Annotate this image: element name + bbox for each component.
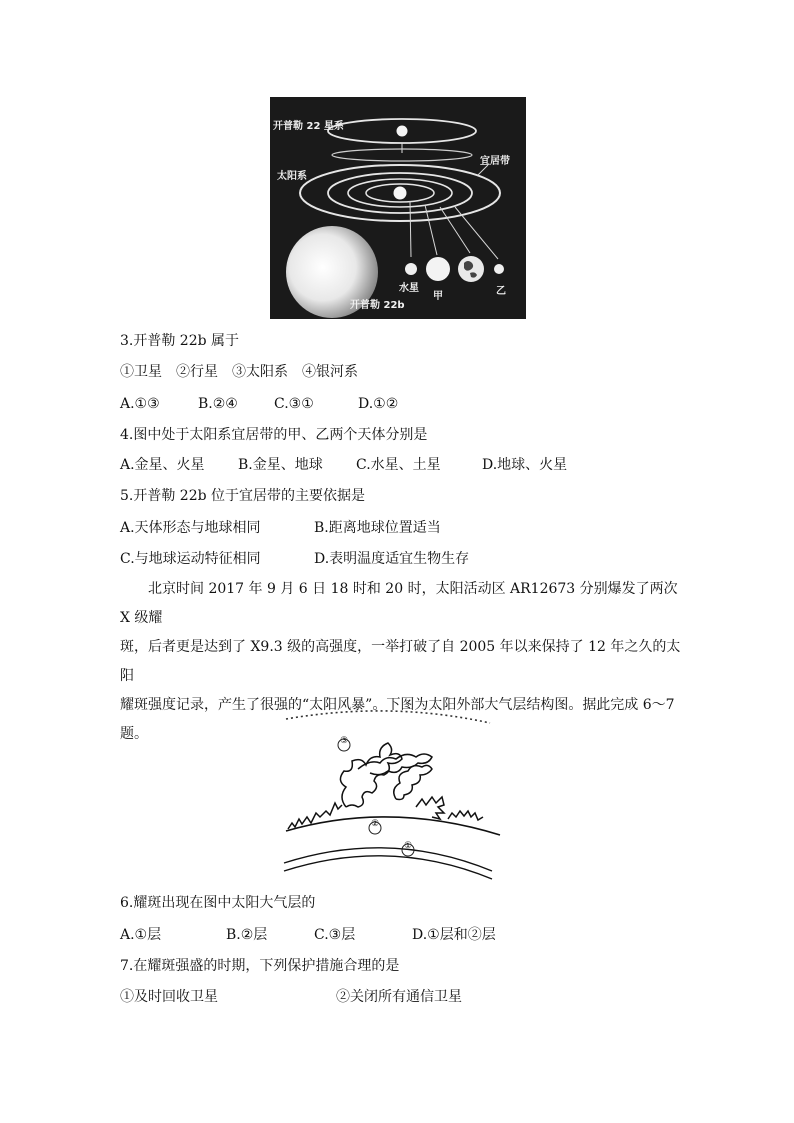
q4-stem: 4.图中处于太阳系宜居带的甲、乙两个天体分别是 [120, 427, 428, 443]
kepler-22b-label: 开普勒 22b [350, 300, 405, 311]
q4-option-c[interactable]: C.水星、土星 [356, 457, 441, 473]
jia-label: 甲 [433, 291, 443, 302]
habitable-zone-label: 宜居带 [480, 156, 510, 167]
atmosphere-diagram [280, 703, 510, 885]
solar-flare-shape [288, 743, 483, 829]
passage-line-4: 题。 [120, 726, 148, 742]
q5-option-d[interactable]: D.表明温度适宜生物生存 [314, 551, 470, 567]
sun [394, 187, 407, 200]
q6-option-a[interactable]: A.①层 [120, 927, 162, 943]
q7-option-1[interactable]: ①及时回收卫星 [120, 989, 218, 1005]
q3-option-a[interactable]: A.①③ [120, 396, 160, 412]
kepler-system-label: 开普勒 22 星系 [273, 121, 344, 132]
kepler-star [397, 126, 408, 137]
q4-options [120, 455, 567, 475]
q3-option-b[interactable]: B.②④ [198, 396, 238, 412]
q5-option-c[interactable]: C.与地球运动特征相同 [120, 551, 261, 567]
yi-label: 乙 [496, 286, 506, 297]
layer-3-label: ③ [340, 736, 349, 746]
layer-2-label: ② [371, 819, 380, 829]
planet-yi [494, 264, 504, 274]
q3-stem: 3.开普勒 22b 属于 [120, 333, 240, 349]
q6-options [120, 925, 496, 945]
q4-option-a[interactable]: A.金星、火星 [120, 457, 205, 473]
passage-line-1: 北京时间 2017 年 9 月 6 日 18 时和 20 时，太阳活动区 AR12673 分别爆发了两次 X 级耀 [120, 581, 678, 626]
corona-boundary [286, 711, 490, 723]
q7-stem: 7.在耀斑强盛的时期，下列保护措施合理的是 [120, 958, 400, 974]
q4-option-d[interactable]: D.地球、火星 [482, 457, 568, 473]
q5-option-a[interactable]: A.天体形态与地球相同 [120, 520, 261, 536]
mercury-label: 水星 [399, 283, 419, 294]
passage-line-3: 耀斑强度记录，产生了很强的“太阳风暴”。下图为太阳外部大气层结构图。据此完成 6～7 [120, 697, 675, 713]
q7-option-2[interactable]: ②关闭所有通信卫星 [336, 989, 462, 1005]
q5-options-row2 [120, 549, 469, 569]
q5-stem: 5.开普勒 22b 位于宜居带的主要依据是 [120, 488, 366, 504]
solar-atmosphere-figure [280, 703, 510, 885]
q5-options-row1 [120, 518, 441, 538]
q5-option-b[interactable]: B.距离地球位置适当 [314, 520, 441, 536]
q3-option-c[interactable]: C.③① [274, 396, 314, 412]
q3-options [120, 394, 398, 414]
q3-items: ①卫星 ②行星 ③太阳系 ④银河系 [120, 364, 358, 380]
chromosphere-boundary [286, 817, 500, 835]
q4-option-b[interactable]: B.金星、地球 [238, 457, 323, 473]
q6-option-d[interactable]: D.①层和②层 [412, 927, 496, 943]
layer-1-label: ① [404, 841, 413, 851]
mercury-planet [405, 263, 417, 275]
planet-jia [426, 257, 450, 281]
q6-stem: 6.耀斑出现在图中太阳大气层的 [120, 895, 316, 911]
q3-option-d[interactable]: D.①② [358, 396, 399, 412]
kepler-solar-system-figure [270, 97, 526, 319]
q6-option-b[interactable]: B.②层 [226, 927, 268, 943]
solar-system-label: 太阳系 [277, 171, 307, 182]
q7-options [120, 987, 462, 1007]
q6-option-c[interactable]: C.③层 [314, 927, 356, 943]
passage-line-2: 斑，后者更是达到了 X9.3 级的高强度，一举打破了自 2005 年以来保持了 12 年之久的太阳 [120, 639, 681, 684]
